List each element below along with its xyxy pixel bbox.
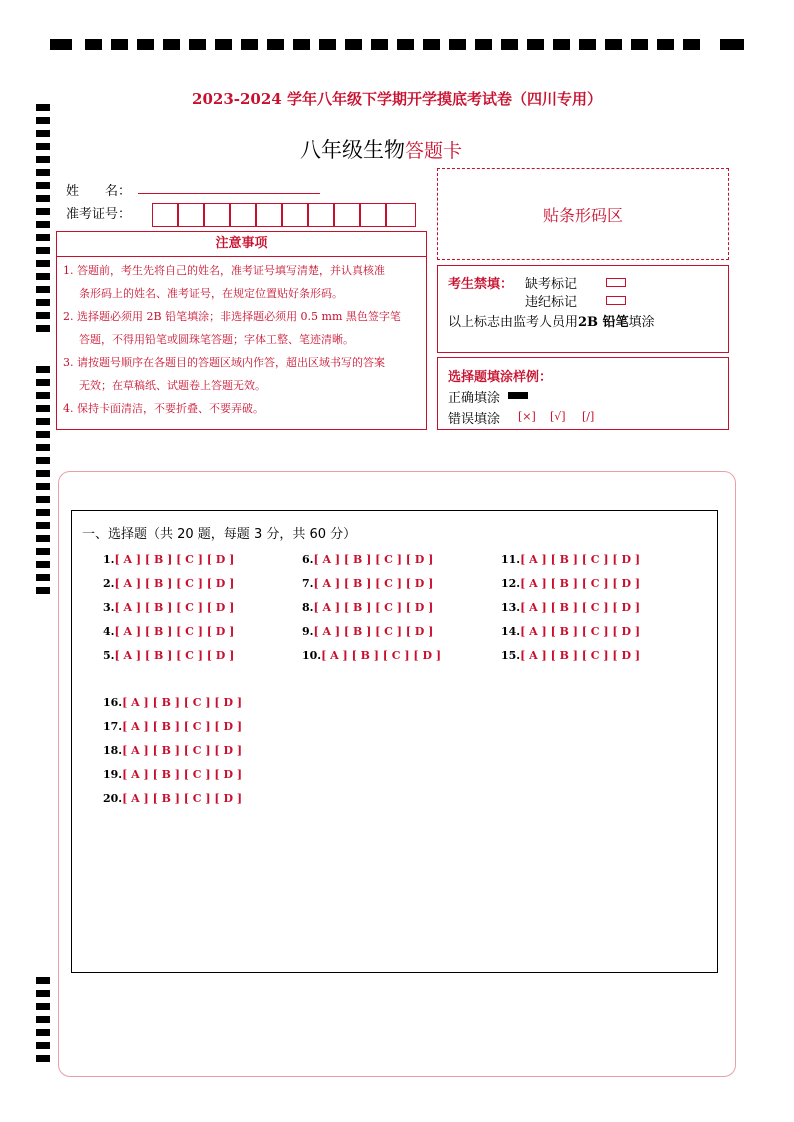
question-options[interactable]: [ A ] [ B ] [ C ] [ D ]	[520, 601, 641, 614]
question-options[interactable]: [ A ] [ B ] [ C ] [ D ]	[313, 553, 434, 566]
exam-id-label: 准考证号：	[66, 207, 132, 222]
violation-label: 违纪标记	[525, 295, 578, 310]
question-number: 17.	[103, 720, 123, 733]
question-row[interactable]	[501, 553, 640, 566]
sheet-title	[300, 134, 462, 164]
question-number: 12.	[501, 577, 521, 590]
correct-fill-label: 正确填涂	[448, 391, 501, 406]
question-row[interactable]	[501, 649, 640, 662]
question-number: 10.	[302, 649, 322, 662]
question-row[interactable]	[103, 649, 234, 662]
question-options[interactable]: [ A ] [ B ] [ C ] [ D ]	[122, 720, 243, 733]
exam-title: 2023-2024 学年八年级下学期开学摸底考试卷（四川专用）	[192, 90, 602, 108]
name-field[interactable]	[138, 193, 320, 194]
question-number: 6.	[302, 553, 314, 566]
question-row[interactable]	[501, 625, 640, 638]
question-options[interactable]: [ A ] [ B ] [ C ] [ D ]	[114, 601, 235, 614]
name-label: 姓 名：	[66, 184, 132, 199]
question-number: 11.	[501, 553, 521, 566]
prohibited-note	[448, 311, 655, 330]
question-options[interactable]: [ A ] [ B ] [ C ] [ D ]	[114, 649, 235, 662]
absent-label: 缺考标记	[525, 277, 578, 292]
notice-item: 4. 保持卡面清洁，不要折叠、不要弄破。	[63, 402, 264, 415]
notice-box	[56, 231, 427, 430]
question-options[interactable]: [ A ] [ B ] [ C ] [ D ]	[122, 792, 243, 805]
question-options[interactable]: [ A ] [ B ] [ C ] [ D ]	[321, 649, 442, 662]
question-number: 5.	[103, 649, 115, 662]
question-number: 15.	[501, 649, 521, 662]
wrong-fill-label: 错误填涂	[448, 412, 501, 427]
question-row[interactable]	[501, 577, 640, 590]
question-number: 8.	[302, 601, 314, 614]
absent-mark[interactable]	[606, 278, 626, 287]
question-row[interactable]	[103, 553, 234, 566]
sheet-title-sub: 答题卡	[405, 140, 463, 162]
question-number: 7.	[302, 577, 314, 590]
question-row[interactable]	[103, 792, 242, 805]
question-number: 2.	[103, 577, 115, 590]
notice-item: 1. 答题前，考生先将自己的姓名，准考证号填写清楚，并认真核准	[63, 264, 385, 277]
barcode-area	[437, 168, 729, 260]
wrong-mark: [√]	[550, 410, 566, 423]
note-bold: 2B 铅笔	[578, 315, 629, 330]
question-number: 18.	[103, 744, 123, 757]
question-row[interactable]	[103, 720, 242, 733]
question-number: 4.	[103, 625, 115, 638]
question-options[interactable]: [ A ] [ B ] [ C ] [ D ]	[520, 625, 641, 638]
question-row[interactable]	[103, 577, 234, 590]
prohibited-label: 考生禁填：	[448, 277, 514, 292]
question-row[interactable]	[103, 601, 234, 614]
note-text: 以上标志由监考人员用	[448, 315, 579, 330]
question-options[interactable]: [ A ] [ B ] [ C ] [ D ]	[114, 553, 235, 566]
question-row[interactable]	[302, 553, 433, 566]
correct-fill-sample	[508, 392, 528, 399]
question-row[interactable]	[302, 601, 433, 614]
notice-item: 答题，不得用铅笔或圆珠笔答题；字体工整、笔迹清晰。	[79, 333, 354, 346]
question-number: 9.	[302, 625, 314, 638]
question-number: 3.	[103, 601, 115, 614]
sheet-title-main: 八年级生物	[300, 138, 405, 162]
question-row[interactable]	[103, 696, 242, 709]
question-options[interactable]: [ A ] [ B ] [ C ] [ D ]	[313, 601, 434, 614]
note-text: 填涂	[628, 315, 655, 330]
prohibited-box	[437, 265, 729, 353]
question-row[interactable]	[302, 625, 433, 638]
question-options[interactable]: [ A ] [ B ] [ C ] [ D ]	[122, 696, 243, 709]
barcode-label: 贴条形码区	[542, 205, 623, 225]
wrong-mark: [×]	[518, 410, 536, 423]
question-number: 13.	[501, 601, 521, 614]
question-options[interactable]: [ A ] [ B ] [ C ] [ D ]	[313, 625, 434, 638]
question-options[interactable]: [ A ] [ B ] [ C ] [ D ]	[313, 577, 434, 590]
fill-sample-box	[437, 357, 729, 430]
notice-item: 条形码上的姓名、准考证号，在规定位置贴好条形码。	[79, 287, 343, 300]
question-row[interactable]	[103, 625, 234, 638]
question-row[interactable]	[302, 577, 433, 590]
question-number: 16.	[103, 696, 123, 709]
notice-heading: 注意事项	[57, 232, 426, 257]
question-row[interactable]	[501, 601, 640, 614]
question-options[interactable]: [ A ] [ B ] [ C ] [ D ]	[114, 625, 235, 638]
question-options[interactable]: [ A ] [ B ] [ C ] [ D ]	[114, 577, 235, 590]
question-row[interactable]	[103, 768, 242, 781]
section-title: 一、选择题（共 20 题，每题 3 分，共 60 分）	[82, 527, 357, 542]
notice-item: 无效；在草稿纸、试题卷上答题无效。	[79, 379, 266, 392]
wrong-mark: [/]	[582, 410, 595, 423]
question-row[interactable]	[103, 744, 242, 757]
question-row[interactable]	[302, 649, 441, 662]
violation-mark[interactable]	[606, 296, 626, 305]
question-number: 20.	[103, 792, 123, 805]
question-options[interactable]: [ A ] [ B ] [ C ] [ D ]	[122, 768, 243, 781]
question-options[interactable]: [ A ] [ B ] [ C ] [ D ]	[520, 649, 641, 662]
question-options[interactable]: [ A ] [ B ] [ C ] [ D ]	[520, 577, 641, 590]
question-number: 14.	[501, 625, 521, 638]
fill-sample-title: 选择题填涂样例：	[448, 370, 553, 385]
question-number: 1.	[103, 553, 115, 566]
question-options[interactable]: [ A ] [ B ] [ C ] [ D ]	[122, 744, 243, 757]
notice-item: 3. 请按题号顺序在各题目的答题区域内作答，超出区域书写的答案	[63, 356, 385, 369]
question-number: 19.	[103, 768, 123, 781]
question-options[interactable]: [ A ] [ B ] [ C ] [ D ]	[520, 553, 641, 566]
notice-item: 2. 选择题必须用 2B 铅笔填涂；非选择题必须用 0.5 mm 黑色签字笔	[63, 310, 401, 323]
